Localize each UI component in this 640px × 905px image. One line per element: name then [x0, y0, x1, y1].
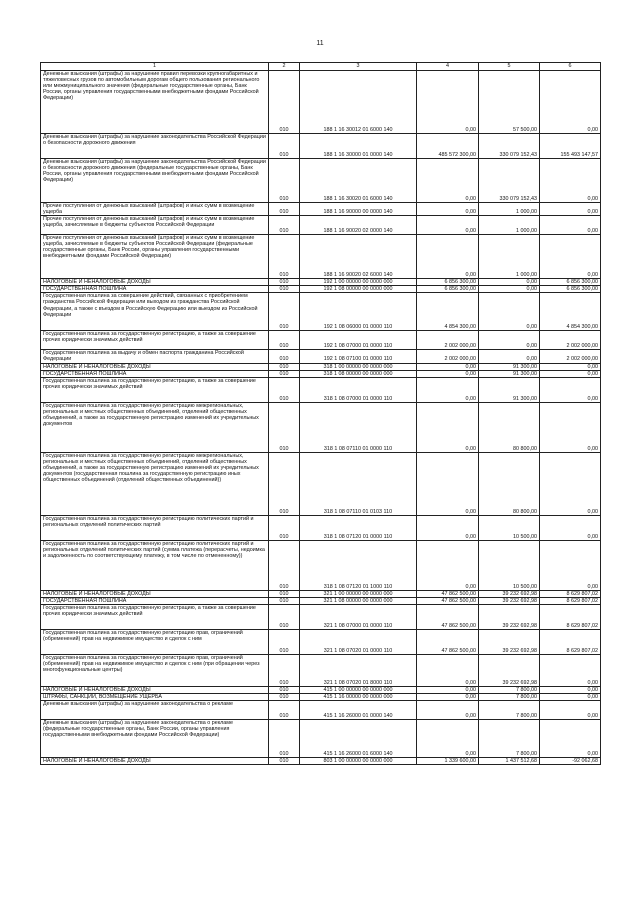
cell-admin-code: 010	[269, 331, 300, 350]
table-row	[41, 694, 601, 701]
header-col-3: 3	[300, 63, 417, 71]
cell-admin-code: 010	[269, 701, 300, 720]
cell-budget-code: 415 1 00 00000 00 0000 000	[300, 686, 417, 693]
cell-budget-code: 321 1 08 07020 01 0000 110	[300, 629, 417, 654]
cell-planned: 1 339 600,00	[417, 758, 479, 765]
cell-description: Государственная пошлина за государственную регистрацию политических партий и региональных отделений политических партий (сумма платежа (перерасчеты, недоимка и задолженность по соответствующему платежу, в том числе по отмененному))	[41, 540, 269, 590]
cell-description: НАЛОГОВЫЕ И НЕНАЛОГОВЫЕ ДОХОДЫ	[41, 363, 269, 370]
cell-executed: 1 437 512,68	[479, 758, 540, 765]
cell-description: Государственная пошлина за государственную регистрацию прав, ограничений (обременений) прав на недвижимое имущество и сделок с ним (при обращении через многофункциональные центры)	[41, 654, 269, 686]
cell-remaining: 0,00	[540, 701, 601, 720]
table-row	[41, 203, 601, 216]
cell-remaining: 0,00	[540, 370, 601, 377]
cell-budget-code: 188 1 16 90000 00 0000 140	[300, 203, 417, 216]
cell-admin-code: 010	[269, 363, 300, 370]
cell-remaining: 0,00	[540, 235, 601, 279]
cell-budget-code: 318 1 08 07110 01 0000 110	[300, 402, 417, 452]
cell-admin-code: 010	[269, 720, 300, 758]
cell-admin-code: 010	[269, 279, 300, 286]
cell-executed: 1 000,00	[479, 235, 540, 279]
cell-admin-code: 010	[269, 686, 300, 693]
cell-description: Денежные взыскания (штрафы) за нарушение законодательства о рекламе (федеральные государственные органы, Банк России, органы управления государственными внебюджетными фондами Российской Федерации)	[41, 720, 269, 758]
header-col-2: 2	[269, 63, 300, 71]
cell-description: ГОСУДАРСТВЕННАЯ ПОШЛИНА	[41, 370, 269, 377]
cell-description: Денежные взыскания (штрафы) за нарушение законодательства Российской Федерации о безопасности дорожного движения (федеральные государственные органы, Банк России, органы управления государственными внебюджетными фондами Российской Федерации)	[41, 159, 269, 203]
cell-executed: 39 232 692,98	[479, 597, 540, 604]
table-row	[41, 629, 601, 654]
table-row	[41, 590, 601, 597]
cell-planned: 0,00	[417, 515, 479, 540]
cell-remaining: 0,00	[540, 363, 601, 370]
cell-planned: 6 856 300,00	[417, 286, 479, 293]
cell-remaining: 0,00	[540, 377, 601, 402]
cell-remaining: 6 856 300,00	[540, 286, 601, 293]
cell-remaining: 0,00	[540, 452, 601, 515]
cell-budget-code: 318 1 08 07120 01 1000 110	[300, 540, 417, 590]
table-row	[41, 452, 601, 515]
cell-planned: 0,00	[417, 540, 479, 590]
cell-planned: 47 862 500,00	[417, 590, 479, 597]
table-row	[41, 604, 601, 629]
cell-executed: 80 800,00	[479, 452, 540, 515]
table-row	[41, 686, 601, 693]
cell-remaining: 0,00	[540, 515, 601, 540]
cell-budget-code: 415 1 16 26000 01 0000 140	[300, 701, 417, 720]
cell-admin-code: 010	[269, 604, 300, 629]
cell-budget-code: 321 1 00 00000 00 0000 000	[300, 590, 417, 597]
cell-description: НАЛОГОВЫЕ И НЕНАЛОГОВЫЕ ДОХОДЫ	[41, 686, 269, 693]
cell-description: Государственная пошлина за государственную регистрацию межрегиональных, региональных и местных общественных объединений, отделений общественных объединений, а также за государственную регистрацию изменений их учредительных документов	[41, 402, 269, 452]
cell-description: Денежные взыскания (штрафы) за нарушение законодательства Российской Федерации о безопасности дорожного движения	[41, 134, 269, 159]
cell-remaining: 8 629 807,02	[540, 604, 601, 629]
cell-admin-code: 010	[269, 203, 300, 216]
table-row	[41, 515, 601, 540]
cell-planned: 0,00	[417, 71, 479, 134]
cell-planned: 47 862 500,00	[417, 597, 479, 604]
table-row	[41, 134, 601, 159]
cell-admin-code: 010	[269, 694, 300, 701]
table-row	[41, 701, 601, 720]
cell-budget-code: 803 1 00 00000 00 0000 000	[300, 758, 417, 765]
cell-executed: 10 500,00	[479, 540, 540, 590]
cell-description: Государственная пошлина за государственную регистрацию межрегиональных, региональных и местных общественных объединений, отделений общественных объединений, а также за государственную регистрацию изменений их учредительных документов (государственная пошлина за государственную регистрацию иных общественных объединений (отделений общественных объединений))	[41, 452, 269, 515]
cell-executed: 7 800,00	[479, 701, 540, 720]
cell-remaining: 0,00	[540, 654, 601, 686]
cell-planned: 0,00	[417, 452, 479, 515]
cell-executed: 39 232 692,98	[479, 629, 540, 654]
table-header-row	[41, 63, 601, 71]
cell-admin-code: 010	[269, 590, 300, 597]
header-col-6: 6	[540, 63, 601, 71]
cell-admin-code: 010	[269, 629, 300, 654]
revenue-table	[40, 62, 601, 765]
table-row	[41, 758, 601, 765]
cell-executed: 80 800,00	[479, 402, 540, 452]
cell-planned: 485 572 300,00	[417, 134, 479, 159]
cell-remaining: 0,00	[540, 686, 601, 693]
cell-executed: 57 500,00	[479, 71, 540, 134]
table-row	[41, 597, 601, 604]
table-row	[41, 71, 601, 134]
cell-description: Прочие поступления от денежных взысканий (штрафов) и иных сумм в возмещение ущерба	[41, 203, 269, 216]
cell-budget-code: 415 1 16 26000 01 6000 140	[300, 720, 417, 758]
cell-remaining: -92 062,68	[540, 758, 601, 765]
cell-budget-code: 318 1 08 07000 01 0000 110	[300, 377, 417, 402]
cell-executed: 330 079 152,43	[479, 159, 540, 203]
cell-remaining: 0,00	[540, 159, 601, 203]
cell-planned: 4 854 300,00	[417, 293, 479, 331]
cell-planned: 0,00	[417, 701, 479, 720]
cell-admin-code: 010	[269, 597, 300, 604]
cell-description: Прочие поступления от денежных взысканий (штрафов) и иных сумм в возмещение ущерба, зачисляемые в бюджеты субъектов Российской Федерации (федеральные государственные органы, Банк России, органы управления государственными внебюджетными фондами Российской Федерации)	[41, 235, 269, 279]
cell-budget-code: 188 1 16 30012 01 6000 140	[300, 71, 417, 134]
cell-budget-code: 188 1 16 30020 01 6000 140	[300, 159, 417, 203]
cell-executed: 91 300,00	[479, 370, 540, 377]
cell-budget-code: 321 1 08 07020 01 8000 110	[300, 654, 417, 686]
cell-executed: 39 232 692,98	[479, 590, 540, 597]
cell-budget-code: 192 1 08 00000 00 0000 000	[300, 286, 417, 293]
table-row	[41, 279, 601, 286]
cell-budget-code: 318 1 08 07110 01 0103 110	[300, 452, 417, 515]
cell-executed: 0,00	[479, 331, 540, 350]
cell-executed: 0,00	[479, 286, 540, 293]
table-row	[41, 720, 601, 758]
cell-executed: 1 000,00	[479, 203, 540, 216]
cell-admin-code: 010	[269, 71, 300, 134]
cell-planned: 0,00	[417, 203, 479, 216]
cell-executed: 330 079 152,43	[479, 134, 540, 159]
cell-executed: 7 800,00	[479, 686, 540, 693]
table-row	[41, 331, 601, 350]
cell-planned: 0,00	[417, 370, 479, 377]
cell-remaining: 0,00	[540, 71, 601, 134]
cell-description: Государственная пошлина за государственную регистрацию, а также за совершение прочих юридически значимых действий	[41, 377, 269, 402]
table-row	[41, 293, 601, 331]
cell-executed: 7 800,00	[479, 694, 540, 701]
cell-description: Государственная пошлина за государственную регистрацию, а также за совершение прочих юридически значимых действий	[41, 604, 269, 629]
cell-admin-code: 010	[269, 377, 300, 402]
table-row	[41, 370, 601, 377]
cell-executed: 39 232 692,98	[479, 604, 540, 629]
cell-executed: 0,00	[479, 293, 540, 331]
cell-admin-code: 010	[269, 159, 300, 203]
cell-description: ШТРАФЫ, САНКЦИИ, ВОЗМЕЩЕНИЕ УЩЕРБА	[41, 694, 269, 701]
cell-remaining: 4 854 300,00	[540, 293, 601, 331]
cell-budget-code: 192 1 08 07000 01 0000 110	[300, 331, 417, 350]
cell-remaining: 2 002 000,00	[540, 350, 601, 363]
cell-remaining: 0,00	[540, 216, 601, 235]
cell-description: Государственная пошлина за государственную регистрацию политических партий и региональных отделений политических партий	[41, 515, 269, 540]
cell-remaining: 6 856 300,00	[540, 279, 601, 286]
cell-admin-code: 010	[269, 758, 300, 765]
table-row	[41, 363, 601, 370]
cell-remaining: 0,00	[540, 402, 601, 452]
cell-description: Денежные взыскания (штрафы) за нарушение законодательства о рекламе	[41, 701, 269, 720]
table-row	[41, 235, 601, 279]
cell-budget-code: 188 1 16 90020 02 0000 140	[300, 216, 417, 235]
cell-remaining: 2 002 000,00	[540, 331, 601, 350]
cell-remaining: 0,00	[540, 694, 601, 701]
cell-remaining: 155 493 147,57	[540, 134, 601, 159]
cell-planned: 0,00	[417, 402, 479, 452]
cell-description: ГОСУДАРСТВЕННАЯ ПОШЛИНА	[41, 597, 269, 604]
cell-executed: 91 300,00	[479, 363, 540, 370]
page-number: 11	[316, 40, 324, 47]
header-col-1: 1	[41, 63, 269, 71]
table-row	[41, 402, 601, 452]
cell-planned: 0,00	[417, 159, 479, 203]
cell-budget-code: 318 1 00 00000 00 0000 000	[300, 363, 417, 370]
cell-planned: 0,00	[417, 377, 479, 402]
cell-budget-code: 192 1 00 00000 00 0000 000	[300, 279, 417, 286]
cell-executed: 7 800,00	[479, 720, 540, 758]
cell-planned: 47 862 500,00	[417, 629, 479, 654]
cell-planned: 0,00	[417, 216, 479, 235]
cell-admin-code: 010	[269, 654, 300, 686]
cell-planned: 0,00	[417, 363, 479, 370]
table-row	[41, 159, 601, 203]
table-row	[41, 216, 601, 235]
cell-remaining: 0,00	[540, 540, 601, 590]
cell-admin-code: 010	[269, 293, 300, 331]
cell-budget-code: 188 1 16 30000 01 0000 140	[300, 134, 417, 159]
cell-budget-code: 192 1 08 07100 01 0000 110	[300, 350, 417, 363]
cell-planned: 2 002 000,00	[417, 350, 479, 363]
cell-planned: 0,00	[417, 654, 479, 686]
cell-budget-code: 192 1 08 06000 01 0000 110	[300, 293, 417, 331]
header-col-5: 5	[479, 63, 540, 71]
cell-planned: 0,00	[417, 720, 479, 758]
cell-planned: 47 862 500,00	[417, 604, 479, 629]
header-col-4: 4	[417, 63, 479, 71]
cell-budget-code: 188 1 16 90020 02 6000 140	[300, 235, 417, 279]
cell-description: Государственная пошлина за выдачу и обмен паспорта гражданина Российской Федерации	[41, 350, 269, 363]
cell-remaining: 0,00	[540, 203, 601, 216]
cell-planned: 2 002 000,00	[417, 331, 479, 350]
cell-description: НАЛОГОВЫЕ И НЕНАЛОГОВЫЕ ДОХОДЫ	[41, 590, 269, 597]
cell-budget-code: 318 1 08 00000 00 0000 000	[300, 370, 417, 377]
cell-description: НАЛОГОВЫЕ И НЕНАЛОГОВЫЕ ДОХОДЫ	[41, 758, 269, 765]
cell-description: Государственная пошлина за совершение действий, связанных с приобретением гражданства Российской Федерации или выходом из гражданства Российской Федерации, а также с въездом в Российскую Федерацию или выездом из Российской Федерации	[41, 293, 269, 331]
cell-executed: 0,00	[479, 279, 540, 286]
table-body	[41, 71, 601, 765]
cell-description: Государственная пошлина за государственную регистрацию прав, ограничений (обременений) прав на недвижимое имущество и сделок с ним	[41, 629, 269, 654]
cell-remaining: 8 629 807,02	[540, 590, 601, 597]
cell-description: ГОСУДАРСТВЕННАЯ ПОШЛИНА	[41, 286, 269, 293]
table-row	[41, 540, 601, 590]
table-row	[41, 350, 601, 363]
cell-admin-code: 010	[269, 350, 300, 363]
cell-budget-code: 321 1 08 00000 00 0000 000	[300, 597, 417, 604]
cell-admin-code: 010	[269, 235, 300, 279]
table-row	[41, 377, 601, 402]
cell-description: Прочие поступления от денежных взысканий (штрафов) и иных сумм в возмещение ущерба, зачисляемые в бюджеты субъектов Российской Федерации	[41, 216, 269, 235]
cell-admin-code: 010	[269, 216, 300, 235]
cell-planned: 0,00	[417, 686, 479, 693]
cell-remaining: 8 629 807,02	[540, 629, 601, 654]
cell-planned: 6 856 300,00	[417, 279, 479, 286]
cell-admin-code: 010	[269, 515, 300, 540]
cell-executed: 1 000,00	[479, 216, 540, 235]
cell-executed: 0,00	[479, 350, 540, 363]
cell-planned: 0,00	[417, 694, 479, 701]
cell-executed: 10 500,00	[479, 515, 540, 540]
cell-budget-code: 321 1 08 07000 01 0000 110	[300, 604, 417, 629]
cell-description: Государственная пошлина за государственную регистрацию, а также за совершение прочих юридически значимых действий	[41, 331, 269, 350]
cell-executed: 39 232 692,98	[479, 654, 540, 686]
cell-remaining: 0,00	[540, 720, 601, 758]
table-row	[41, 654, 601, 686]
cell-admin-code: 010	[269, 286, 300, 293]
cell-admin-code: 010	[269, 402, 300, 452]
cell-description: Денежные взыскания (штрафы) за нарушение правил перевозки крупногабаритных и тяжеловесных грузов по автомобильным дорогам общего пользования регионального или межмуниципального значения (федеральные государственные органы, Банк России, органы управления государственными внебюджетными фондами Российской Федерации)	[41, 71, 269, 134]
cell-budget-code: 415 1 16 00000 00 0000 000	[300, 694, 417, 701]
cell-executed: 91 300,00	[479, 377, 540, 402]
cell-admin-code: 010	[269, 452, 300, 515]
cell-admin-code: 010	[269, 540, 300, 590]
cell-description: НАЛОГОВЫЕ И НЕНАЛОГОВЫЕ ДОХОДЫ	[41, 279, 269, 286]
cell-admin-code: 010	[269, 370, 300, 377]
table-row	[41, 286, 601, 293]
cell-planned: 0,00	[417, 235, 479, 279]
cell-admin-code: 010	[269, 134, 300, 159]
cell-budget-code: 318 1 08 07120 01 0000 110	[300, 515, 417, 540]
cell-remaining: 8 629 807,02	[540, 597, 601, 604]
